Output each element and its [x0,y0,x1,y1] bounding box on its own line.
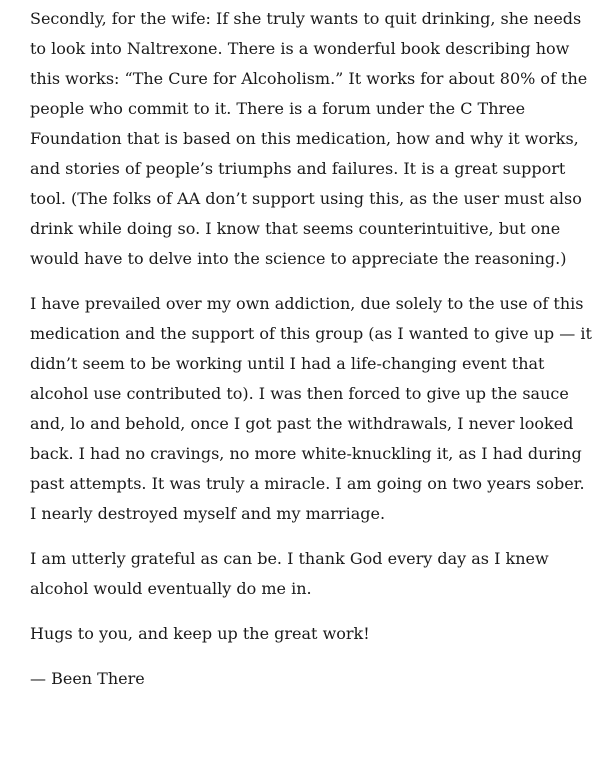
paragraph-closing: Hugs to you, and keep up the great work! [30,624,370,643]
paragraph-gratitude: I am utterly grateful as can be. I thank God every day as I knew alcohol would eventually do me in. [30,549,549,598]
paragraph-naltrexone: Secondly, for the wife: If she truly wants to quit drinking, she needs to look into Naltrexone. There is a wonderful book describing how this works: “The Cure for Alcoholism.” It works for about 80% of the people who commit to it. There is a forum under the C Three Foundation that is based on this medication, how and why it works, and stories of people’s triumphs and failures. It is a great support tool. (The folks of AA don’t support using this, as the user must also drink while doing so. I know that seems counterintuitive, but one would have to delve into the science to appreciate the reasoning.) [30,9,588,268]
paragraph-personal-story: I have prevailed over my own addiction, due solely to the use of this medication and the support of this group (as I wanted to give up — it didn’t seem to be working until I had a life-changing event that alcohol use contributed to). I was then forced to give up the sauce and, lo and behold, once I got past the withdrawals, I never looked back. I had no cravings, no more white-knuckling it, as I had during past attempts. It was truly a miracle. I am going on two years sober. I nearly destroyed myself and my marriage. [30,294,592,523]
signature: — Been There [30,669,145,688]
